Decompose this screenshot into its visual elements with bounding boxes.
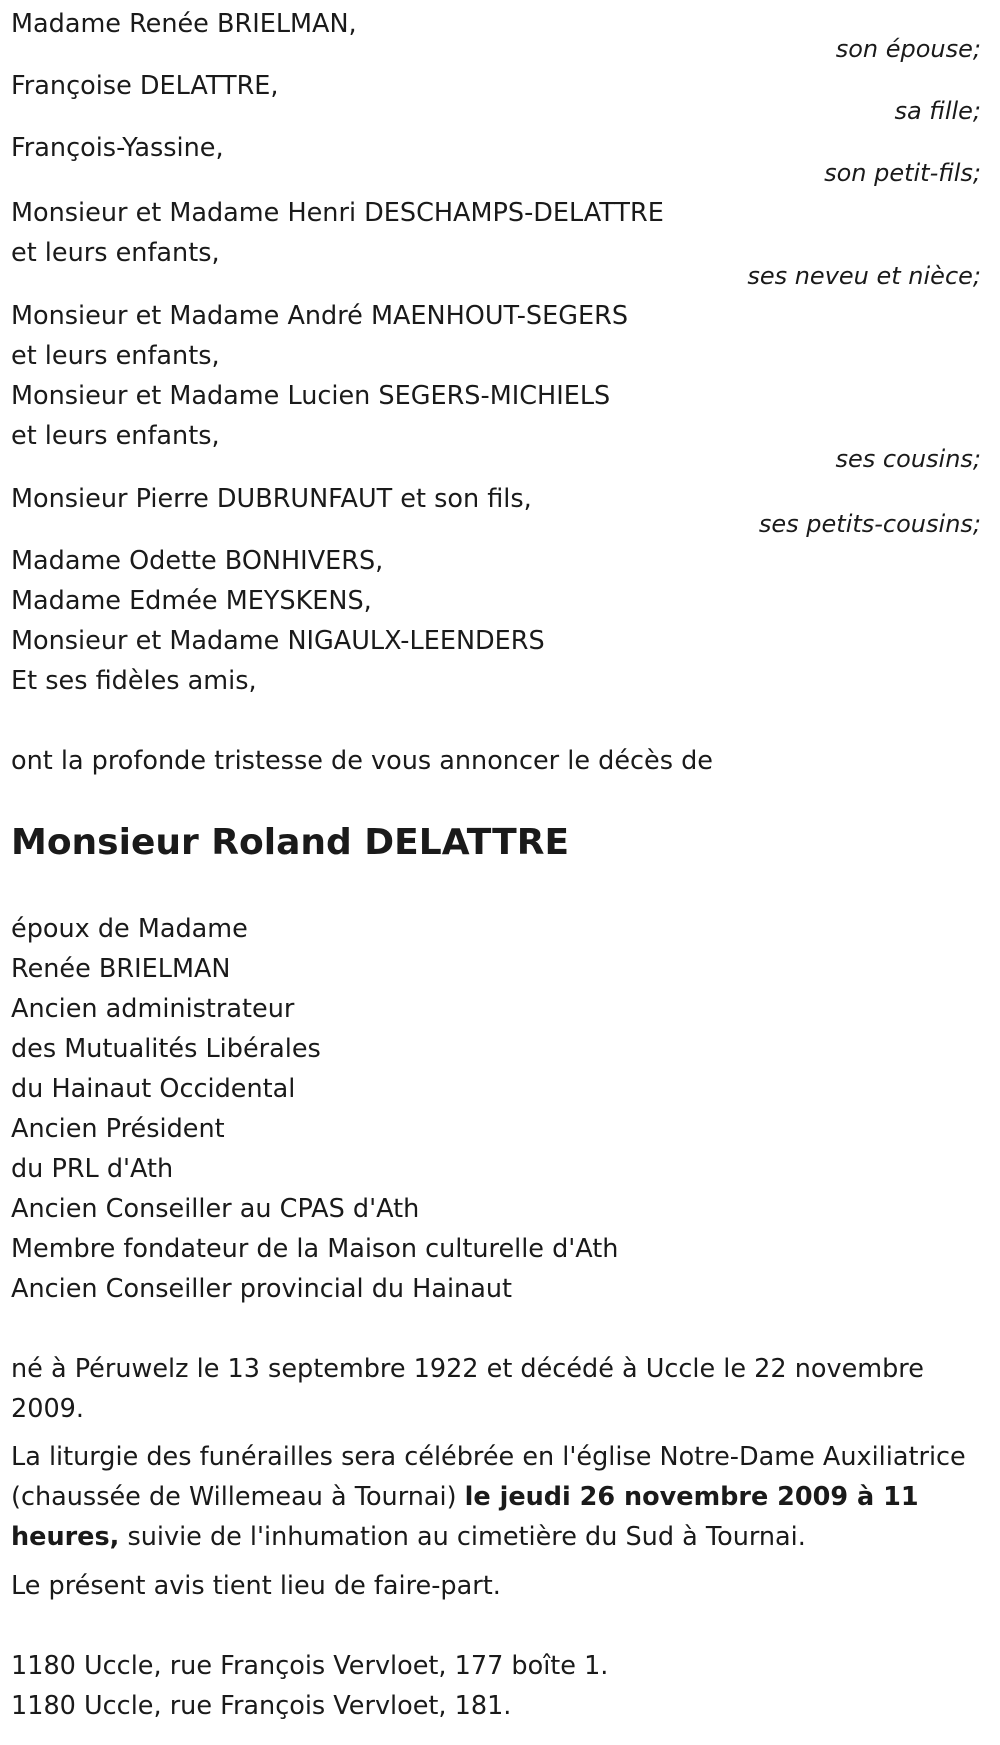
family-name: Madame Edmée MEYSKENS, [11,586,372,616]
family-relation: son épouse; [835,35,981,63]
title-line: Ancien Conseiller au CPAS d'Ath [11,1194,420,1224]
family-entry [11,4,981,64]
family-entry [11,296,981,476]
family-name: Et ses fidèles amis, [11,666,257,696]
funeral-text [11,1437,976,1557]
title-line: Membre fondateur de la Maison culturelle d'Ath [11,1234,619,1264]
title-line: Renée BRIELMAN [11,954,231,984]
title-line: Ancien administrateur [11,994,295,1024]
notice-text: Le présent avis tient lieu de faire-part. [11,1571,501,1601]
family-relation: sa fille; [894,97,981,125]
funeral-date-time: le jeudi 26 novembre 2009 à 11 heures, [11,1482,919,1552]
family-name: et leurs enfants, [11,421,220,451]
family-entry [11,541,981,701]
birth-death-text: né à Péruwelz le 13 septembre 1922 et décédé à Uccle le 22 novembre 2009. [11,1354,924,1424]
family-name: Monsieur et Madame NIGAULX-LEENDERS [11,626,545,656]
family-name: Monsieur et Madame André MAENHOUT-SEGERS [11,301,629,331]
title-line: Ancien Président [11,1114,225,1144]
funeral-text-start: La liturgie des funérailles sera célébrée en l'église Notre-Dame Auxiliatrice (chaussée de Willemeau à Tournai) [11,1442,966,1512]
family-name: et leurs enfants, [11,341,220,371]
title-line: époux de Madame [11,914,248,944]
title-line: Ancien Conseiller provincial du Hainaut [11,1274,512,1304]
titles-list [11,909,981,1309]
title-line: des Mutualités Libérales [11,1034,321,1064]
family-name: Françoise DELATTRE, [11,71,279,101]
title-line: du PRL d'Ath [11,1154,174,1184]
family-entry [11,193,981,293]
family-relation: ses neveu et nièce; [747,262,981,290]
family-name: François-Yassine, [11,133,224,163]
announcement-text: ont la profonde tristesse de vous annoncer le décès de [11,746,713,776]
family-name: Madame Renée BRIELMAN, [11,9,357,39]
family-entry [11,128,981,188]
title-line: du Hainaut Occidental [11,1074,296,1104]
family-entry [11,479,981,539]
family-name: Monsieur Pierre DUBRUNFAUT et son fils, [11,484,532,514]
family-name: et leurs enfants, [11,238,220,268]
address-line: 1180 Uccle, rue François Vervloet, 181. [11,1691,512,1721]
family-entry [11,66,981,126]
addresses [11,1646,981,1726]
family-relation: ses petits-cousins; [758,510,981,538]
family-name: Monsieur et Madame Lucien SEGERS-MICHIELS [11,381,611,411]
family-relation: son petit-fils; [824,159,981,187]
family-name: Monsieur et Madame Henri DESCHAMPS-DELATTRE [11,198,664,228]
family-relation: ses cousins; [835,445,981,473]
deceased-name: Monsieur Roland DELATTRE [11,822,570,863]
address-line: 1180 Uccle, rue François Vervloet, 177 boîte 1. [11,1651,609,1681]
funeral-text-end: suivie de l'inhumation au cimetière du Sud à Tournai. [119,1522,806,1552]
family-name: Madame Odette BONHIVERS, [11,546,384,576]
